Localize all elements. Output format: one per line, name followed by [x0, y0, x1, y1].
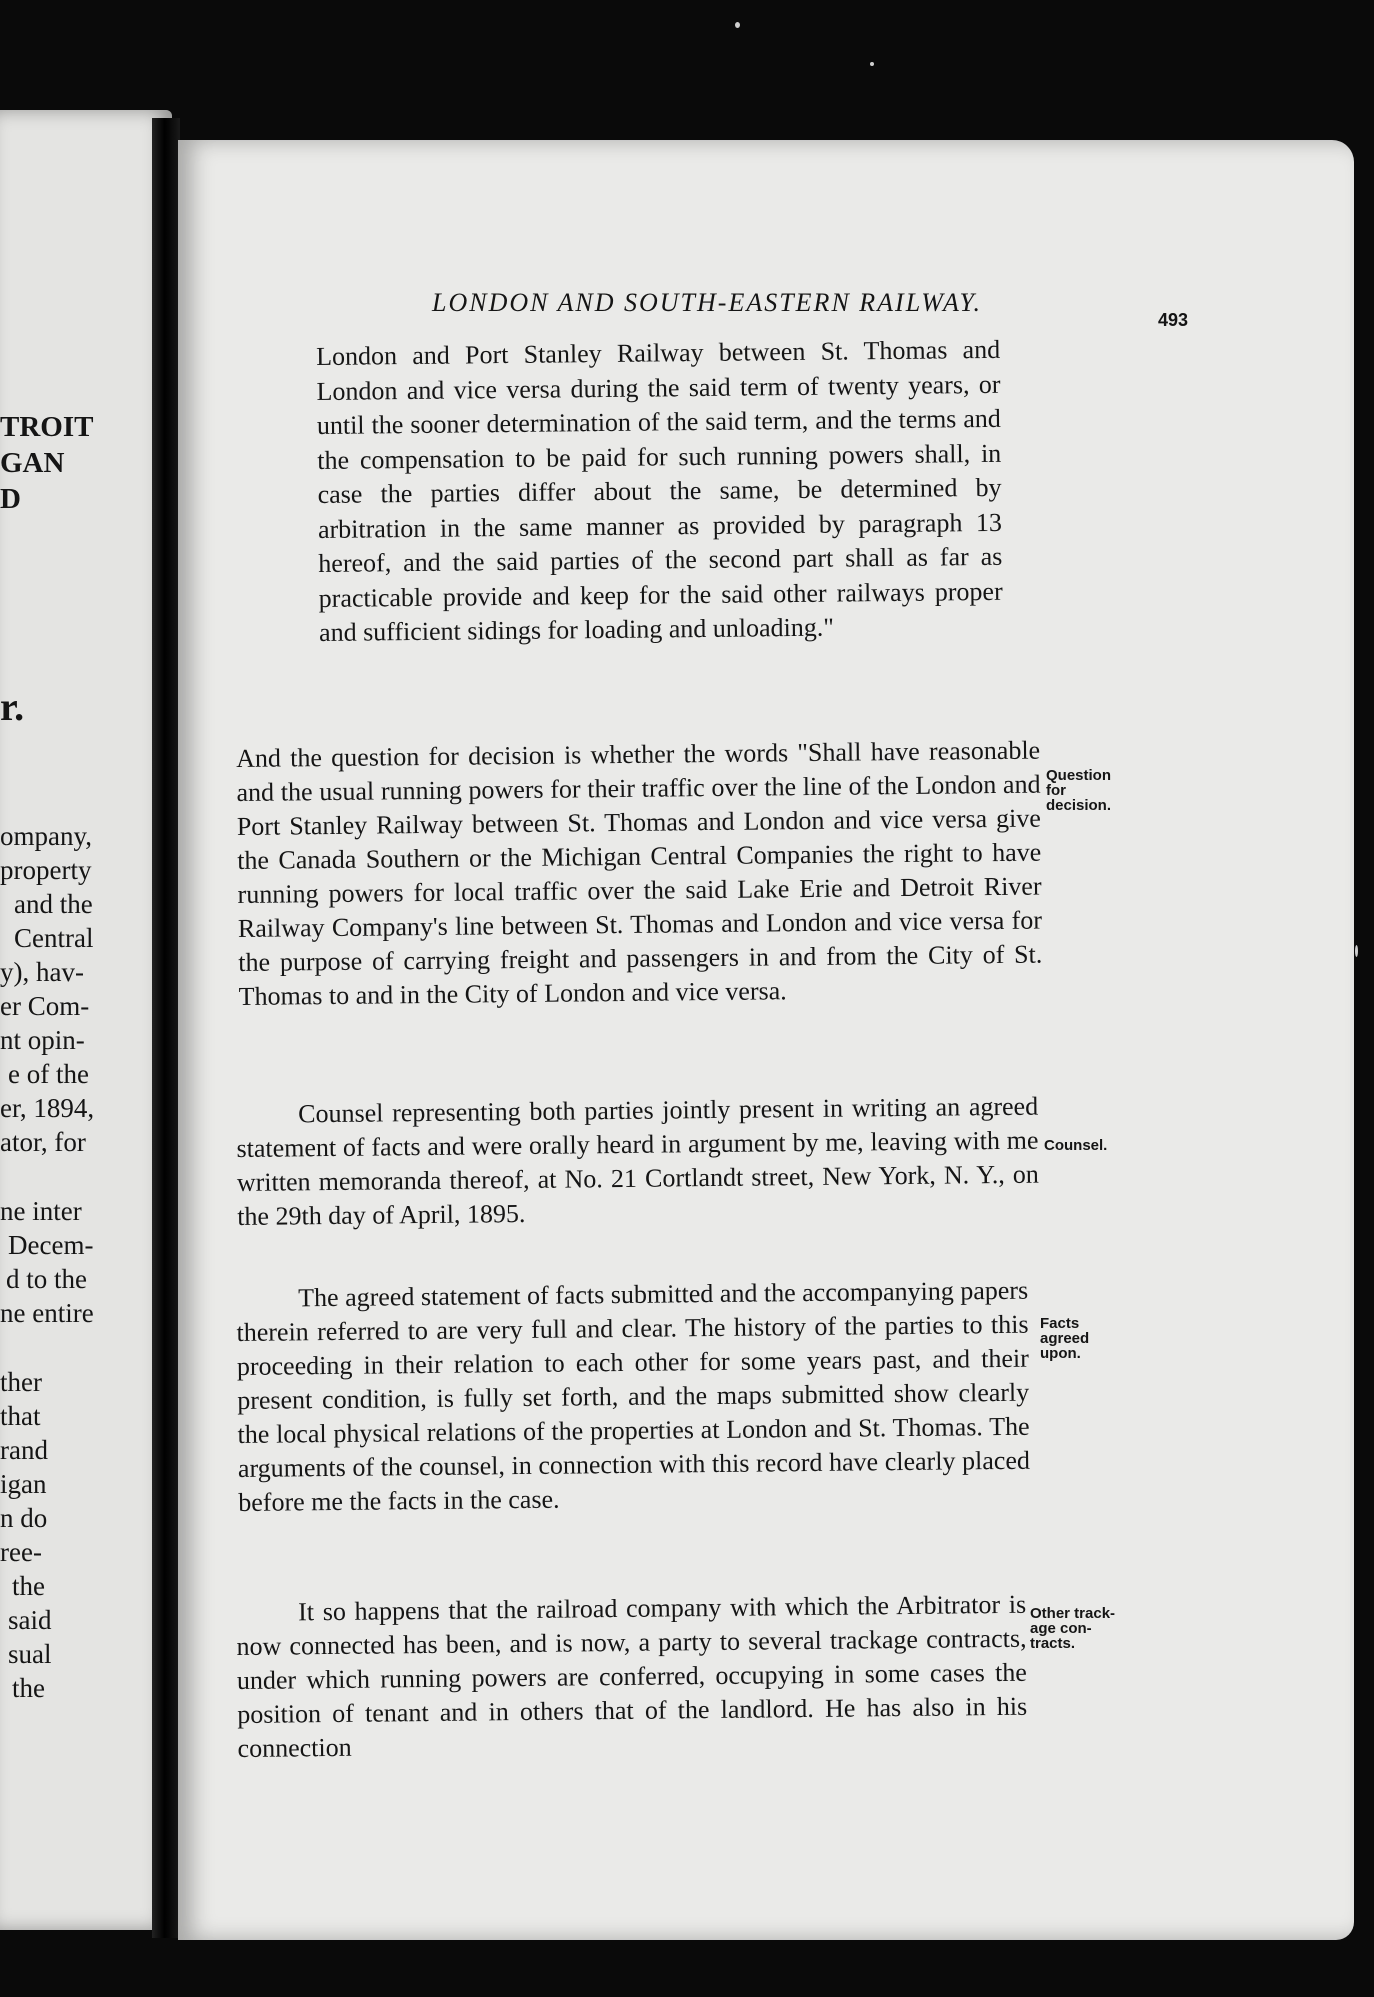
- scan-speck: [735, 22, 740, 28]
- left-page-fragment: Central: [14, 923, 94, 953]
- paragraph-trackage: [236, 1588, 1028, 1766]
- left-page-fragment: n do: [0, 1503, 48, 1533]
- left-page-fragment: ator, for: [0, 1127, 86, 1157]
- left-page-fragment: the: [12, 1571, 45, 1601]
- left-page-fragment: er, 1894,: [0, 1093, 95, 1123]
- paragraph-text: The agreed statement of facts submitted and the accompanying papers therein referred to are very full and clear. The history of the parties to this proceeding in their relation to each other for some years past, and their present condition, is fully set forth, and the maps submitted show clearly the local physical relations of the properties at London and St. Thomas. The arguments of the counsel, in connection with this record have clearly placed before me the facts in the case.: [236, 1275, 1031, 1517]
- left-page-fragment: ree-: [0, 1537, 42, 1567]
- sidenote-line: for: [1046, 782, 1066, 799]
- left-page-fragment: d to the: [6, 1264, 87, 1294]
- left-facing-page: [0, 110, 172, 1930]
- sidenote-line: Question: [1046, 767, 1112, 784]
- paragraph-facts: [236, 1274, 1030, 1520]
- left-page-fragment: igan: [0, 1469, 47, 1499]
- sidenote-facts-agreed-upon: [1040, 1316, 1158, 1361]
- paragraph-text: Counsel representing both parties jointly present in writing an agreed statement of facts and were orally heard in argument by me, leaving with me written memoranda thereof, at No. 21 Cortlandt street, New York, N. Y., on the 29th day of April, 1895.: [236, 1091, 1039, 1231]
- scan-speck: [870, 62, 874, 66]
- left-page-fragment: the: [12, 1673, 45, 1703]
- left-page-fragment: GAN: [0, 447, 65, 479]
- sidenote-line: age con-: [1030, 1620, 1092, 1637]
- left-page-fragment: ne inter: [0, 1196, 82, 1226]
- sidenote-line: Counsel.: [1044, 1137, 1108, 1154]
- left-page-fragment: TROIT: [0, 411, 94, 443]
- running-head: LONDON AND SOUTH-EASTERN RAILWAY.: [432, 288, 983, 317]
- left-page-fragment: r.: [0, 684, 25, 729]
- paragraph-text: And the question for decision is whether the words "Shall have reasonable and the usual running powers for their traffic over the line of the London and Port Stanley Railway between St. Thomas and London and vice versa give the Canada Southern or the Michigan Central Companies the right to have running powers for local traffic over the said Lake Erie and Detroit River Railway Company's line between St. Thomas and London and vice versa for the purpose of carrying freight and passengers in and from the City of St. Thomas to and in the City of London and vice versa.: [236, 735, 1043, 1011]
- sidenote-line: upon.: [1040, 1345, 1081, 1362]
- left-page-fragment: ther: [0, 1367, 42, 1397]
- left-page-fragment: said: [8, 1605, 52, 1635]
- left-page-fragment: Decem-: [8, 1230, 94, 1260]
- sidenote-line: agreed: [1040, 1330, 1090, 1347]
- sidenote-line: Facts: [1040, 1315, 1080, 1332]
- left-page-fragment: that: [0, 1401, 41, 1431]
- sidenote-line: Other track-: [1030, 1605, 1116, 1622]
- paragraph-counsel: [236, 1090, 1039, 1234]
- sidenote-question-for-decision: [1046, 768, 1164, 813]
- page-number: 493: [1158, 310, 1189, 330]
- left-page-fragment: rand: [0, 1435, 48, 1465]
- left-page-fragment: sual: [8, 1639, 52, 1669]
- left-page-fragment: D: [0, 483, 21, 515]
- left-page-fragment: er Com-: [0, 991, 90, 1021]
- left-page-fragment: and the: [14, 889, 93, 919]
- sidenote-counsel: [1044, 1138, 1162, 1153]
- sidenote-line: tracts.: [1030, 1635, 1076, 1652]
- left-page-fragment: ompany,: [0, 821, 92, 851]
- sidenote-line: decision.: [1046, 797, 1112, 814]
- left-page-fragment: nt opin-: [0, 1025, 85, 1055]
- quoted-clause: London and Port Stanley Railway between St. Thomas and London and vice versa during the said term of twenty years, or until the sooner determination of the said term, and the terms and the compensation to be paid for such running powers shall, in case the parties differ about the same, be determined by arbitration in the same manner as provided by paragraph 13 hereof, and the said parties of the second part shall as far as practicable provide and keep for the said other railways proper and sufficient sidings for loading and unloading.": [316, 334, 1003, 647]
- paragraph-question: [236, 734, 1043, 1014]
- left-page-fragment: ne entire: [0, 1298, 94, 1328]
- left-page-fragment: y), hav-: [0, 957, 84, 987]
- book-binding: [152, 118, 180, 1938]
- scan-speck: [1355, 945, 1358, 957]
- left-page-fragment: property: [0, 855, 92, 885]
- paragraph-text: It so happens that the railroad company with which the Arbitrator is now connected has been, and is now, a party to several trackage contracts, under which running powers are conferred, occupying in some cases the position of tenant and in others that of the landlord. He has also in his connection: [236, 1589, 1028, 1763]
- sidenote-other-trackage-contracts: [1030, 1606, 1148, 1651]
- left-page-fragment: e of the: [8, 1059, 89, 1089]
